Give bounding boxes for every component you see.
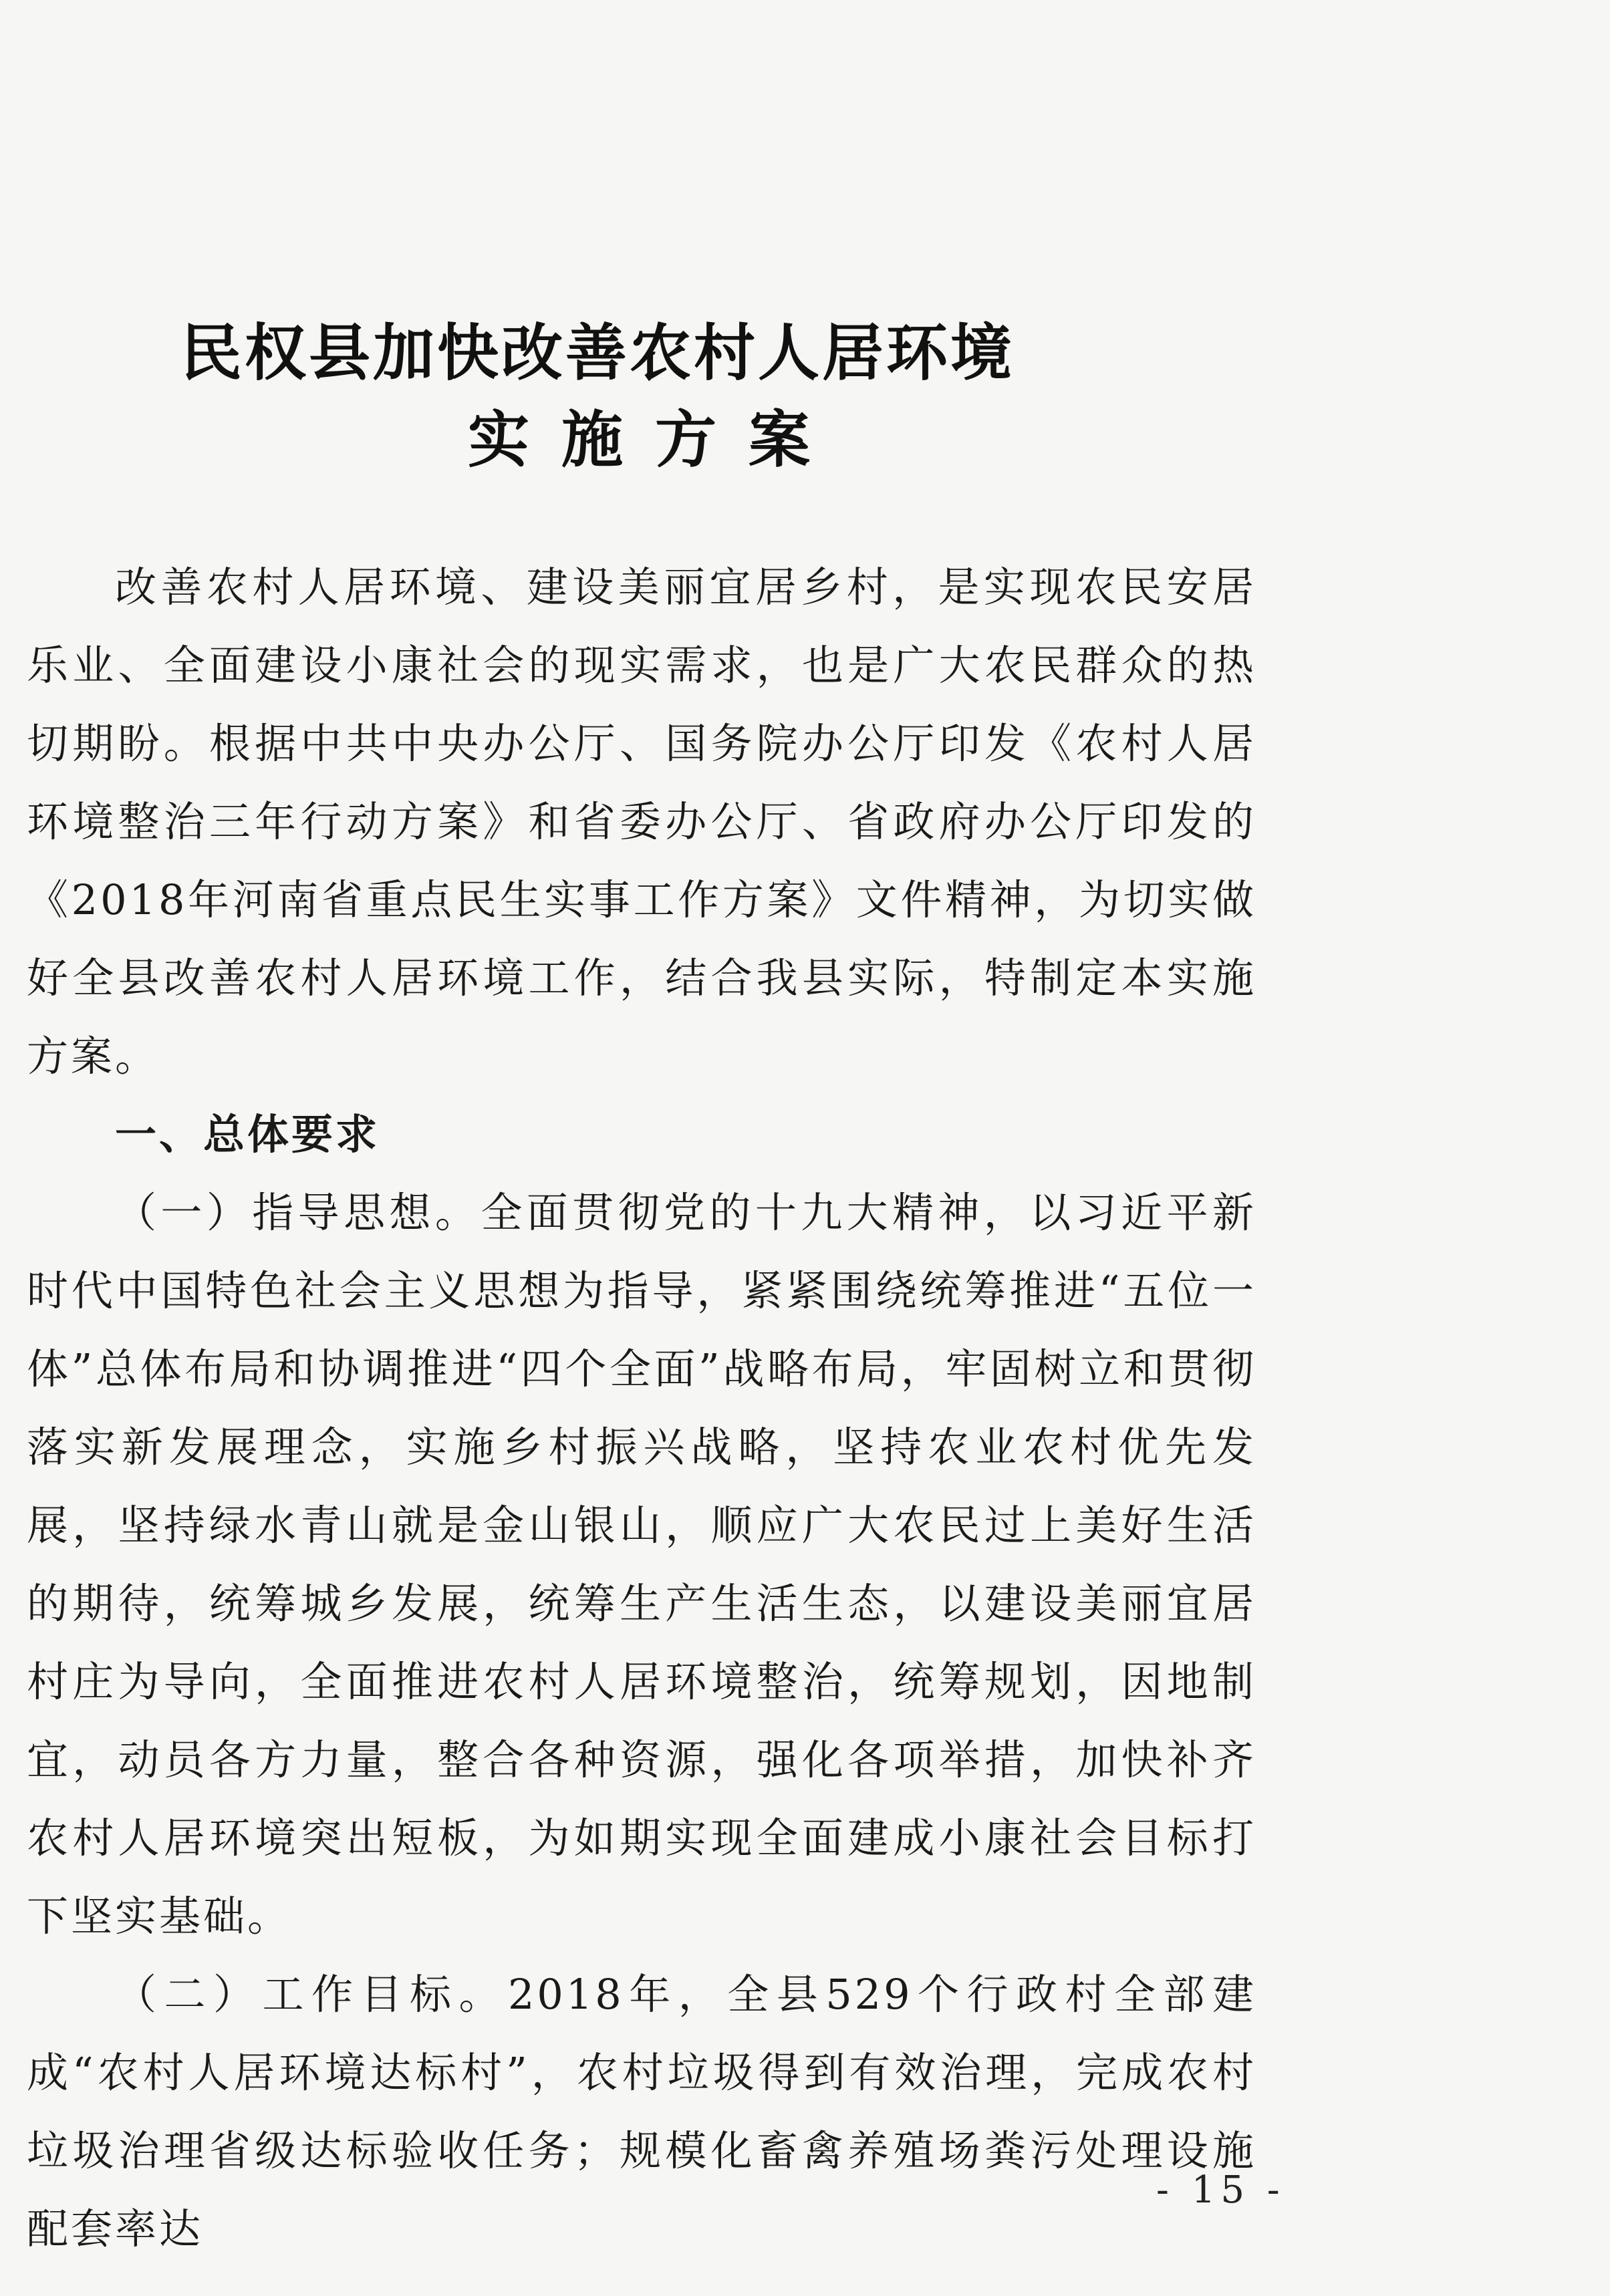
document-title-line2: 实施方案 — [468, 404, 843, 476]
document-title-line1: 民权县加快改善农村人居环境 — [180, 317, 1015, 389]
guiding-ideology-paragraph: （一）指导思想。全面贯彻党的十九大精神，以习近平新时代中国特色社会主义思想为指导，紧紧围绕统筹推进“五位一体”总体布局和协调推进“四个全面”战略布局，牢固树立和贯彻落实新发展理念，实施乡村振兴战略，坚持农业农村优先发展，坚持绿水青山就是金山银山，顺应广大农民过上美好生活的期待，统筹城乡发展，统筹生产生活生态，以建设美丽宜居村庄为导向，全面推进农村人居环境整治，统筹规划，因地制宜，动员各方力量，整合各种资源，强化各项举措，加快补齐农村人居环境突出短板，为如期实现全面建成小康社会目标打下坚实基础。 — [27, 1188, 1256, 1941]
section-heading: 一、总体要求 — [115, 1110, 380, 1159]
work-goals-paragraph: （二）工作目标。2018年，全县529个行政村全部建成“农村人居环境达标村”，农村垃圾得到有效治理，完成农村垃圾治理省级达标验收任务；规模化畜禽养殖场粪污处理设施配套率达 — [27, 1970, 1256, 2253]
document-body — [27, 548, 1256, 2268]
page-number: - 15 - — [1156, 2168, 1285, 2212]
intro-paragraph: 改善农村人居环境、建设美丽宜居乡村，是实现农民安居乐业、全面建设小康社会的现实需求，也是广大农民群众的热切期盼。根据中共中央办公厅、国务院办公厅印发《农村人居环境整治三年行动方案》和省委办公厅、省政府办公厅印发的《2018年河南省重点民生实事工作方案》文件精神，为切实做好全县改善农村人居环境工作，结合我县实际，特制定本实施方案。 — [27, 563, 1256, 1081]
